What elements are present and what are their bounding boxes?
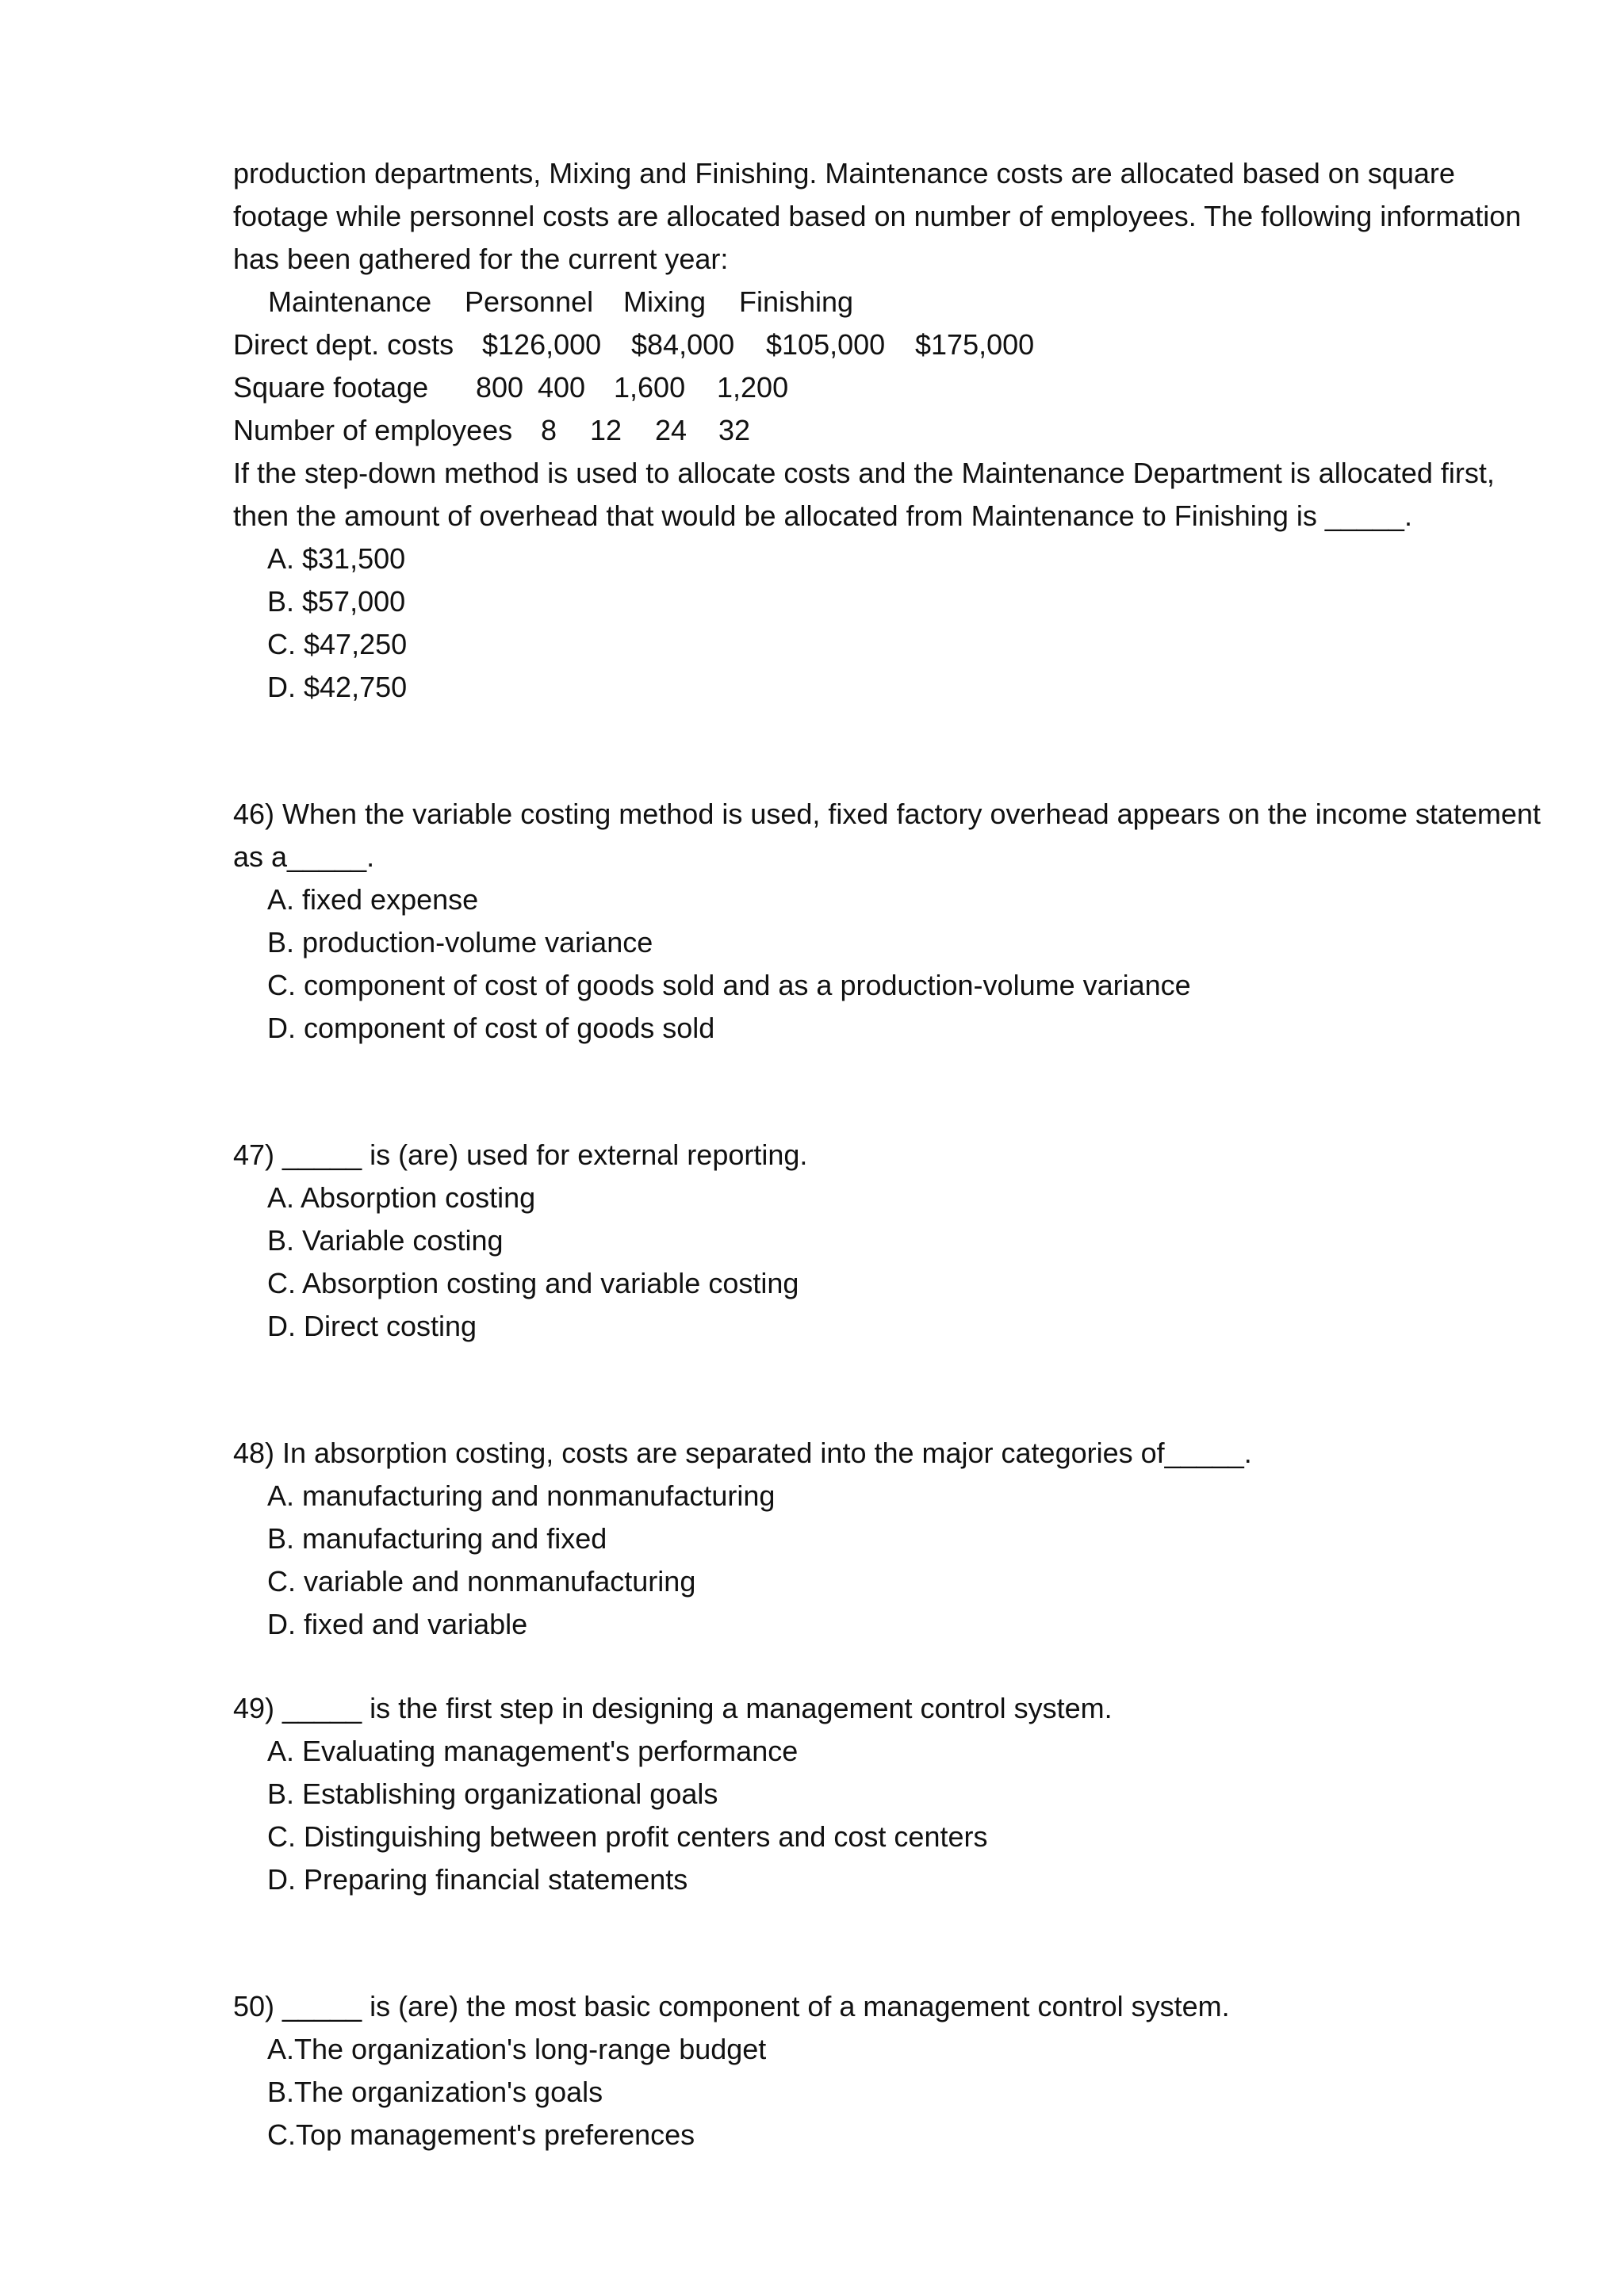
table-cell: $84,000 (631, 328, 735, 361)
q45-table-header (233, 281, 854, 323)
table-cell: 400 (538, 371, 586, 404)
q45-question-line-1: If the step-down method is used to allocate costs and the Maintenance Department is allocated first, (233, 457, 1495, 489)
q47-question: 47) _____ is (are) used for external reporting. (233, 1138, 808, 1171)
q45-option-d: D. $42,750 (267, 671, 408, 703)
table-cell: 24 (655, 414, 688, 446)
q49-question: 49) _____ is the first step in designing a management control system. (233, 1692, 1113, 1724)
q45-intro-line-3: has been gathered for the current year: (233, 243, 729, 275)
q45-option-b: B. $57,000 (267, 585, 406, 618)
table-cell: $105,000 (766, 328, 886, 361)
table-cell: $175,000 (915, 328, 1035, 361)
q48-question: 48) In absorption costing, costs are separated into the major categories of_____. (233, 1437, 1252, 1469)
q49-option-a: A. Evaluating management's performance (267, 1735, 799, 1767)
q50-question: 50) _____ is (are) the most basic component of a management control system. (233, 1990, 1230, 2022)
q49-option-d: D. Preparing financial statements (267, 1863, 688, 1896)
table-cell: $126,000 (482, 328, 602, 361)
q46-option-b: B. production-volume variance (267, 926, 653, 959)
q46-option-a: A. fixed expense (267, 883, 479, 916)
q50-option-b: B.The organization's goals (267, 2076, 603, 2108)
q46-option-d: D. component of cost of goods sold (267, 1012, 715, 1044)
q49-option-b: B. Establishing organizational goals (267, 1777, 718, 1810)
table-header-personnel: Personnel (465, 285, 594, 318)
q48-option-b: B. manufacturing and fixed (267, 1522, 607, 1555)
table-cell: 8 (541, 414, 557, 446)
q46-question-line-1: 46) When the variable costing method is used, fixed factory overhead appears on the income statement (233, 798, 1541, 830)
q45-option-a: A. $31,500 (267, 542, 406, 575)
q46-question-line-2: as a_____. (233, 840, 375, 873)
table-cell: 1,600 (614, 371, 686, 404)
table-header-maintenance: Maintenance (268, 285, 432, 318)
q45-intro-line-2: footage while personnel costs are allocated based on number of employees. The following information (233, 200, 1522, 232)
table-header-finishing: Finishing (739, 285, 854, 318)
table-header-mixing: Mixing (623, 285, 707, 318)
q50-option-c: C.Top management's preferences (267, 2118, 695, 2151)
q50-option-a: A.The organization's long-range budget (267, 2033, 767, 2065)
q45-question-line-2: then the amount of overhead that would be allocated from Maintenance to Finishing is _____. (233, 499, 1412, 532)
table-cell: 1,200 (717, 371, 789, 404)
q48-option-d: D. fixed and variable (267, 1608, 528, 1640)
table-row-label: Square footage (233, 371, 429, 404)
table-cell: 32 (718, 414, 751, 446)
q45-intro-line-1: production departments, Mixing and Finishing. Maintenance costs are allocated based on square (233, 157, 1455, 189)
q45-table-row (233, 366, 789, 409)
q47-option-b: B. Variable costing (267, 1224, 504, 1257)
q45-table-row (233, 409, 751, 452)
q47-option-c: C. Absorption costing and variable costing (267, 1267, 799, 1299)
q45-option-c: C. $47,250 (267, 628, 408, 660)
table-row-label: Number of employees (233, 414, 513, 446)
q45-table-row (233, 323, 1035, 366)
q47-option-d: D. Direct costing (267, 1310, 477, 1342)
table-row-label: Direct dept. costs (233, 328, 454, 361)
q48-option-a: A. manufacturing and nonmanufacturing (267, 1479, 776, 1512)
table-cell: 800 (476, 371, 524, 404)
q49-option-c: C. Distinguishing between profit centers and cost centers (267, 1820, 988, 1853)
q46-option-c: C. component of cost of goods sold and as a production-volume variance (267, 969, 1191, 1001)
q48-option-c: C. variable and nonmanufacturing (267, 1565, 696, 1598)
table-cell: 12 (590, 414, 622, 446)
q47-option-a: A. Absorption costing (267, 1181, 536, 1214)
